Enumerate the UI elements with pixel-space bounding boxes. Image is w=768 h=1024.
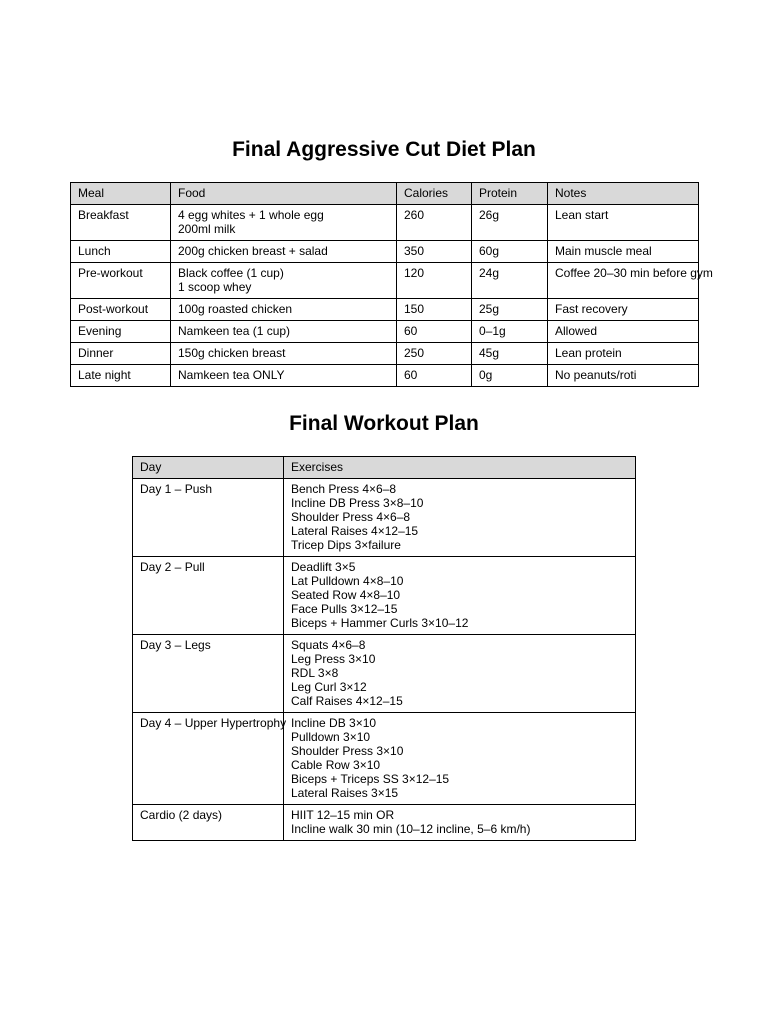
- calories-cell: 260: [397, 205, 472, 241]
- calories-cell: 60: [397, 365, 472, 387]
- exercise-line: Calf Raises 4×12–15: [291, 694, 403, 708]
- meal-cell: Pre-workout: [71, 263, 171, 299]
- calories-cell: 250: [397, 343, 472, 365]
- exercise-line: Lateral Raises 4×12–15: [291, 524, 419, 538]
- table-row: [133, 479, 636, 557]
- food-cell: [171, 263, 397, 299]
- food-cell: [171, 321, 397, 343]
- food-line: 100g roasted chicken: [178, 302, 293, 316]
- header-notes: Notes: [548, 183, 699, 205]
- protein-cell: 25g: [472, 299, 548, 321]
- exercise-line: Cable Row 3×10: [291, 758, 381, 772]
- day-cell: Day 3 – Legs: [133, 635, 284, 713]
- day-cell: Day 4 – Upper Hypertrophy: [133, 713, 284, 805]
- notes-cell: Lean start: [548, 205, 699, 241]
- food-cell: [171, 299, 397, 321]
- workout-table: [132, 456, 636, 841]
- table-row: [71, 299, 699, 321]
- header-meal: Meal: [71, 183, 171, 205]
- exercise-line: Lat Pulldown 4×8–10: [291, 574, 404, 588]
- workout-plan-title: Final Workout Plan: [289, 412, 479, 435]
- meal-cell: Breakfast: [71, 205, 171, 241]
- protein-cell: 60g: [472, 241, 548, 263]
- meal-cell: Evening: [71, 321, 171, 343]
- table-row: [71, 321, 699, 343]
- exercise-line: Biceps + Hammer Curls 3×10–12: [291, 616, 469, 630]
- diet-table: [70, 182, 713, 387]
- exercise-line: Lateral Raises 3×15: [291, 786, 399, 800]
- table-row: [71, 241, 699, 263]
- table-row: [71, 365, 699, 387]
- protein-cell: 26g: [472, 205, 548, 241]
- table-row: [133, 557, 636, 635]
- food-line: 150g chicken breast: [178, 346, 286, 360]
- day-cell: Day 1 – Push: [133, 479, 284, 557]
- exercise-line: Biceps + Triceps SS 3×12–15: [291, 772, 450, 786]
- exercise-line: Incline walk 30 min (10–12 incline, 5–6 km/h): [291, 822, 531, 836]
- food-line: 200ml milk: [178, 222, 236, 236]
- day-cell: Cardio (2 days): [133, 805, 284, 841]
- header-exercises: Exercises: [284, 457, 636, 479]
- protein-cell: 24g: [472, 263, 548, 299]
- notes-cell: Fast recovery: [548, 299, 699, 321]
- diet-plan-title: Final Aggressive Cut Diet Plan: [232, 138, 536, 161]
- notes-cell: Lean protein: [548, 343, 699, 365]
- exercises-cell: [284, 713, 636, 805]
- table-row: [71, 205, 699, 241]
- diet-header-row: [71, 183, 699, 205]
- notes-cell: No peanuts/roti: [548, 365, 699, 387]
- notes-cell: Main muscle meal: [548, 241, 699, 263]
- calories-cell: 350: [397, 241, 472, 263]
- food-cell: [171, 241, 397, 263]
- food-line: Namkeen tea ONLY: [178, 368, 285, 382]
- meal-cell: Late night: [71, 365, 171, 387]
- food-line: 200g chicken breast + salad: [178, 244, 328, 258]
- exercise-line: Shoulder Press 3×10: [291, 744, 404, 758]
- header-food: Food: [171, 183, 397, 205]
- table-row: [133, 635, 636, 713]
- exercise-line: Leg Press 3×10: [291, 652, 376, 666]
- table-row: [133, 713, 636, 805]
- header-protein: Protein: [472, 183, 548, 205]
- exercise-line: Bench Press 4×6–8: [291, 482, 397, 496]
- exercises-cell: [284, 557, 636, 635]
- meal-cell: Lunch: [71, 241, 171, 263]
- meal-cell: Dinner: [71, 343, 171, 365]
- exercise-line: Pulldown 3×10: [291, 730, 371, 744]
- notes-cell: Coffee 20–30 min before gym: [548, 263, 699, 299]
- food-line: Namkeen tea (1 cup): [178, 324, 291, 338]
- exercises-cell: [284, 805, 636, 841]
- food-line: 4 egg whites + 1 whole egg: [178, 208, 324, 222]
- food-cell: [171, 205, 397, 241]
- exercise-line: Squats 4×6–8: [291, 638, 366, 652]
- food-cell: [171, 343, 397, 365]
- exercise-line: Deadlift 3×5: [291, 560, 356, 574]
- exercises-cell: [284, 635, 636, 713]
- exercise-line: RDL 3×8: [291, 666, 339, 680]
- calories-cell: 150: [397, 299, 472, 321]
- food-line: 1 scoop whey: [178, 280, 252, 294]
- exercise-line: Incline DB 3×10: [291, 716, 377, 730]
- exercise-line: Seated Row 4×8–10: [291, 588, 401, 602]
- exercise-line: Incline DB Press 3×8–10: [291, 496, 424, 510]
- table-row: [71, 263, 699, 299]
- table-row: [71, 343, 699, 365]
- exercise-line: Leg Curl 3×12: [291, 680, 367, 694]
- header-day: Day: [133, 457, 284, 479]
- exercise-line: Tricep Dips 3×failure: [291, 538, 401, 552]
- protein-cell: 45g: [472, 343, 548, 365]
- notes-cell: Allowed: [548, 321, 699, 343]
- header-calories: Calories: [397, 183, 472, 205]
- exercise-line: Shoulder Press 4×6–8: [291, 510, 411, 524]
- day-cell: Day 2 – Pull: [133, 557, 284, 635]
- exercises-cell: [284, 479, 636, 557]
- food-cell: [171, 365, 397, 387]
- meal-cell: Post-workout: [71, 299, 171, 321]
- exercise-line: HIIT 12–15 min OR: [291, 808, 395, 822]
- protein-cell: 0g: [472, 365, 548, 387]
- food-line: Black coffee (1 cup): [178, 266, 284, 280]
- calories-cell: 120: [397, 263, 472, 299]
- calories-cell: 60: [397, 321, 472, 343]
- protein-cell: 0–1g: [472, 321, 548, 343]
- table-row: [133, 805, 636, 841]
- workout-header-row: [133, 457, 636, 479]
- exercise-line: Face Pulls 3×12–15: [291, 602, 398, 616]
